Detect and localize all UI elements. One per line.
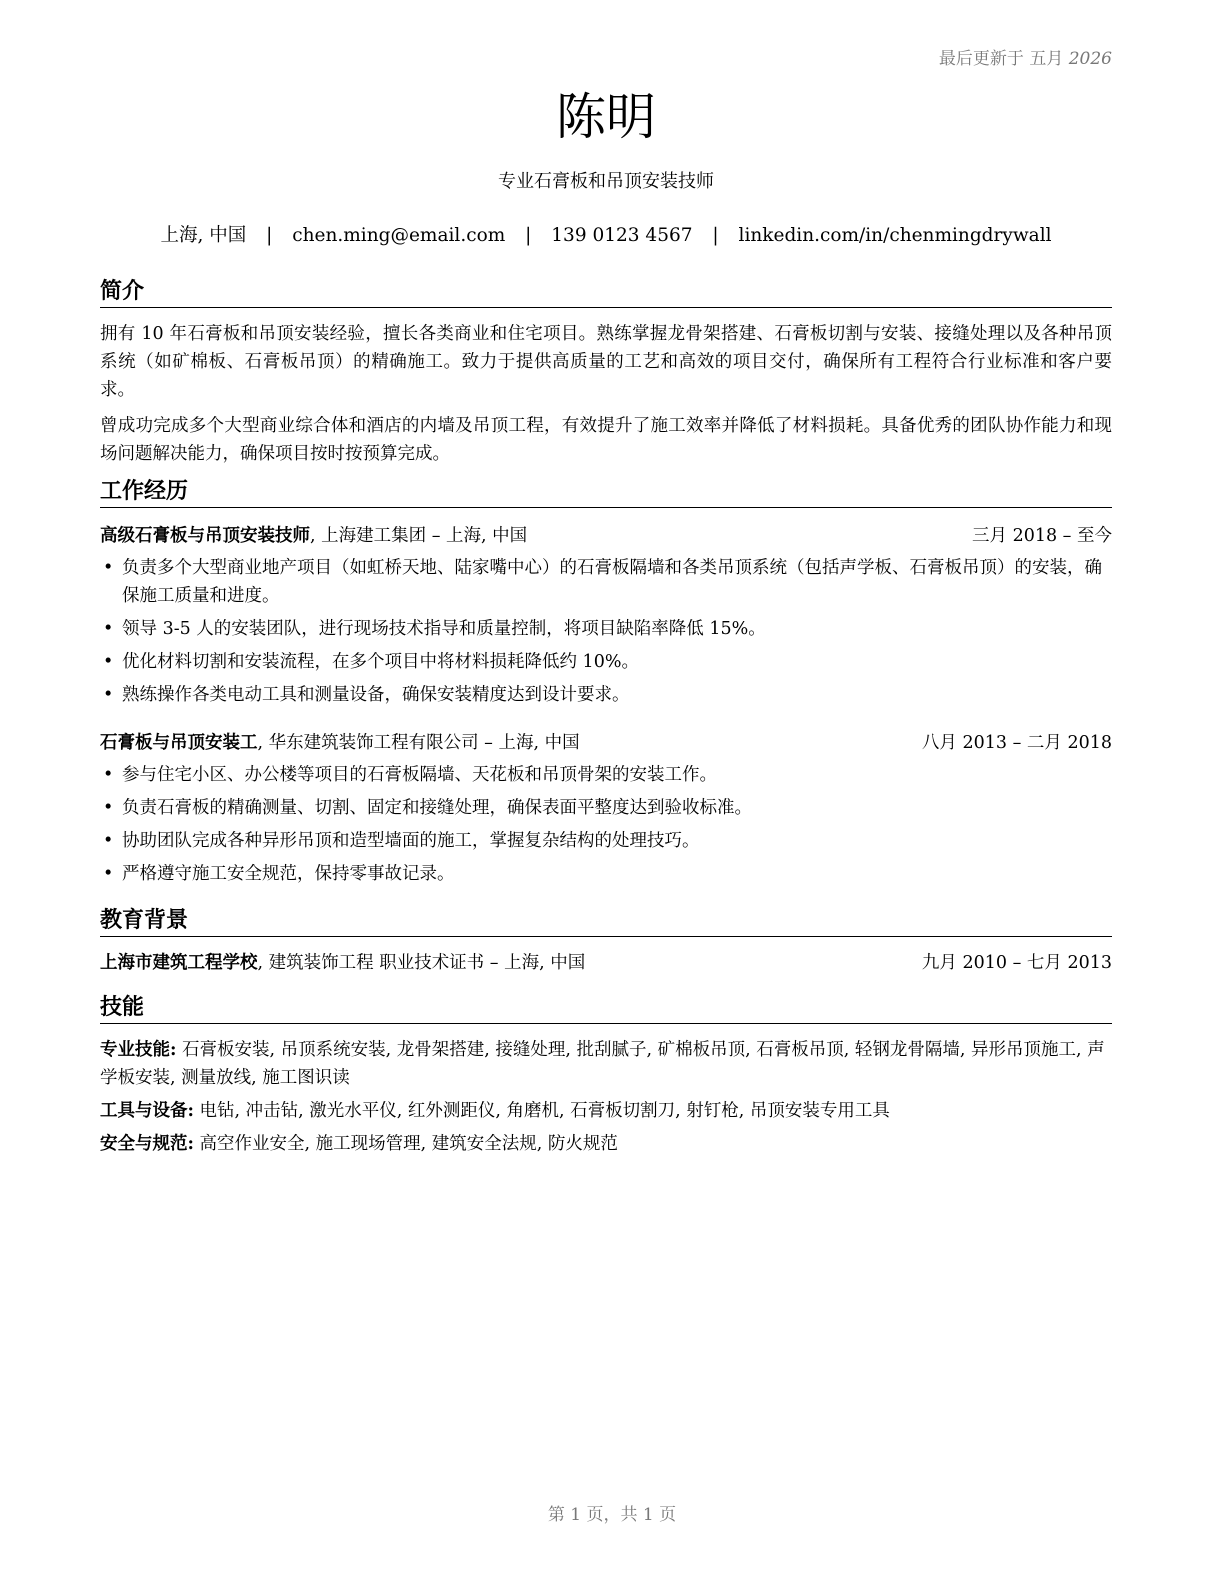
experience-section xyxy=(100,477,1112,888)
skill-line xyxy=(100,1130,1112,1158)
section-title: 技能 xyxy=(100,993,1112,1024)
summary-paragraph: 拥有 10 年石膏板和吊顶安装经验，擅长各类商业和住宅项目。熟练掌握龙骨架搭建、石膏板切割与安装、接缝处理以及各种吊顶系统（如矿棉板、石膏板吊顶）的精确施工。致力于提供高质量的工艺和高效的项目交付，确保所有工程符合行业标准和客户要求。 xyxy=(100,324,1112,400)
skill-label: 工具与设备: xyxy=(100,1101,194,1121)
bullet-text: 熟练操作各类电动工具和测量设备，确保安装精度达到设计要求。 xyxy=(122,685,630,705)
job-header xyxy=(100,729,1112,757)
bullet-icon: • xyxy=(103,765,114,785)
skill-text: 石膏板安装, 吊顶系统安装, 龙骨架搭建, 接缝处理, 批刮腻子, 矿棉板吊顶, 石膏板吊顶, 轻钢龙骨隔墙, 异形吊顶施工, 声学板安装, 测量放线, 施工图识读 xyxy=(100,1040,1105,1088)
job-role: 高级石膏板与吊顶安装技师 xyxy=(100,526,310,546)
summary-paragraph: 曾成功完成多个大型商业综合体和酒店的内墙及吊顶工程，有效提升了施工效率并降低了材料损耗。具备优秀的团队协作能力和现场问题解决能力，确保项目按时按预算完成。 xyxy=(100,416,1112,464)
bullet-text: 负责石膏板的精确测量、切割、固定和接缝处理，确保表面平整度达到验收标准。 xyxy=(122,798,752,818)
bullet-icon: • xyxy=(103,685,114,705)
list-item xyxy=(100,681,1112,709)
bullet-icon: • xyxy=(103,831,114,851)
education-entry xyxy=(100,949,1112,977)
contact-email[interactable]: chen.ming@email.com xyxy=(292,225,506,246)
job-entry xyxy=(100,522,1112,709)
candidate-name: 陈明 xyxy=(556,88,656,146)
bullet-icon: • xyxy=(103,652,114,672)
list-item xyxy=(100,615,1112,643)
job-entry xyxy=(100,729,1112,888)
contact-phone: 139 0123 4567 xyxy=(551,225,693,246)
skill-text: 高空作业安全, 施工现场管理, 建筑安全法规, 防火规范 xyxy=(193,1134,618,1154)
job-dates: 八月 2013 – 二月 2018 xyxy=(921,733,1112,753)
bullet-text: 严格遵守施工安全规范，保持零事故记录。 xyxy=(122,864,455,884)
section-title: 工作经历 xyxy=(100,477,1112,508)
skill-text: 电钻, 冲击钻, 激光水平仪, 红外测距仪, 角磨机, 石膏板切割刀, 射钉枪, 吊顶安装专用工具 xyxy=(193,1101,890,1121)
candidate-headline: 专业石膏板和吊顶安装技师 xyxy=(498,171,714,192)
education-dates: 九月 2010 – 七月 2013 xyxy=(921,953,1112,973)
list-item xyxy=(100,827,1112,855)
contact-separator: | xyxy=(712,225,719,246)
last-updated-year: 2026 xyxy=(1068,49,1112,69)
list-item xyxy=(100,794,1112,822)
bullet-text: 参与住宅小区、办公楼等项目的石膏板隔墙、天花板和吊顶骨架的安装工作。 xyxy=(122,765,717,785)
list-item xyxy=(100,554,1112,610)
page-footer: 第 1 页，共 1 页 xyxy=(547,1505,677,1525)
bullet-icon: • xyxy=(103,864,114,884)
skill-label: 安全与规范: xyxy=(100,1134,194,1154)
education-section xyxy=(100,906,1112,977)
contact-line xyxy=(100,222,1112,250)
list-item xyxy=(100,761,1112,789)
bullet-icon: • xyxy=(103,798,114,818)
list-item xyxy=(100,860,1112,888)
job-title-line xyxy=(100,729,580,757)
job-bullets xyxy=(100,554,1112,709)
bullet-text: 协助团队完成各种异形吊顶和造型墙面的施工，掌握复杂结构的处理技巧。 xyxy=(122,831,700,851)
bullet-text: 优化材料切割和安装流程，在多个项目中将材料损耗降低约 10%。 xyxy=(122,652,639,672)
bullet-text: 领导 3-5 人的安装团队，进行现场技术指导和质量控制，将项目缺陷率降低 15%。 xyxy=(122,619,766,639)
job-org: , 上海建工集团 – 上海, 中国 xyxy=(310,526,528,546)
last-updated-prefix: 最后更新于 五月 xyxy=(938,49,1064,69)
contact-linkedin[interactable]: linkedin.com/in/chenmingdrywall xyxy=(738,225,1052,246)
bullet-text: 负责多个大型商业地产项目（如虹桥天地、陆家嘴中心）的石膏板隔墙和各类吊顶系统（包括声学板、石膏板吊顶）的安装，确保施工质量和进度。 xyxy=(122,558,1102,606)
job-header xyxy=(100,522,1112,550)
education-title-line xyxy=(100,949,585,977)
skill-line xyxy=(100,1036,1112,1092)
job-role: 石膏板与吊顶安装工 xyxy=(100,733,258,753)
summary-section xyxy=(100,277,1112,468)
skills-section xyxy=(100,993,1112,1158)
section-title: 教育背景 xyxy=(100,906,1112,937)
bullet-icon: • xyxy=(103,619,114,639)
contact-location: 上海, 中国 xyxy=(160,225,247,246)
job-title-line xyxy=(100,522,527,550)
education-school: 上海市建筑工程学校 xyxy=(100,953,258,973)
bullet-icon: • xyxy=(103,558,114,578)
skill-label: 专业技能: xyxy=(100,1040,177,1060)
job-dates: 三月 2018 – 至今 xyxy=(972,526,1112,546)
contact-separator: | xyxy=(266,225,273,246)
job-bullets xyxy=(100,761,1112,888)
education-detail: , 建筑装饰工程 职业技术证书 – 上海, 中国 xyxy=(257,953,586,973)
section-title: 简介 xyxy=(100,277,1112,308)
last-updated xyxy=(939,44,1112,69)
job-org: , 华东建筑装饰工程有限公司 – 上海, 中国 xyxy=(257,733,580,753)
list-item xyxy=(100,648,1112,676)
contact-separator: | xyxy=(525,225,532,246)
skill-line xyxy=(100,1097,1112,1125)
